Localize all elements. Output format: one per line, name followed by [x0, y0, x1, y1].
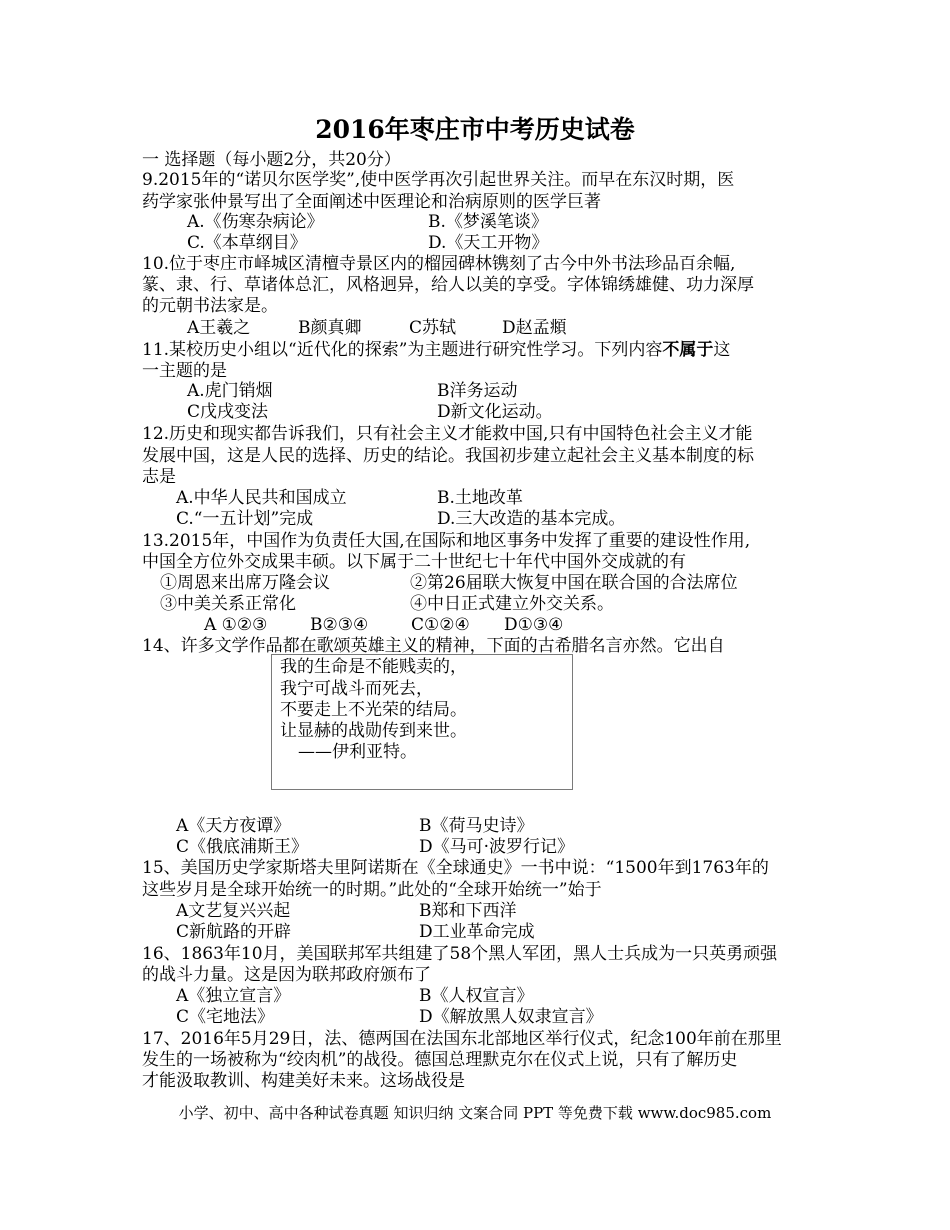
question-10-text: 10.位于枣庄市峄城区清檀寺景区内的榴园碑林镌刻了古今中外书法珍品百余幅, — [142, 254, 736, 274]
question-11-text-cont: 一主题的是 — [142, 361, 227, 381]
q9-option-a: A.《伤寒杂病论》 — [187, 212, 324, 232]
q13-statement-1: ①周恩来出席万隆会议 — [160, 573, 330, 593]
q13-option-c: C①②④ — [411, 615, 470, 635]
quote-line-3: 不要走上不光荣的结局。 — [280, 700, 467, 720]
q11-option-c: C戊戌变法 — [187, 402, 269, 422]
question-15-text-cont: 这些岁月是全球开始统一的时期。”此处的“全球开始统一”始于 — [142, 880, 602, 900]
question-10-text-cont: 篆、隶、行、草诸体总汇，风格迥异，给人以美的享受。字体锦绣雄健、功力深厚 — [142, 275, 754, 295]
question-13-text-cont: 中国全方位外交成果丰硕。以下属于二十世纪七十年代中国外交成就的有 — [142, 552, 686, 572]
q13-option-d: D①③④ — [504, 615, 564, 635]
q14-option-c: C《俄底浦斯王》 — [176, 837, 309, 857]
quote-line-2: 我宁可战斗而死去， — [280, 679, 433, 699]
q14-option-b: B《荷马史诗》 — [419, 816, 534, 836]
question-17-text-cont: 发生的一场被称为“绞肉机”的战役。德国总理默克尔在仪式上说，只有了解历史 — [142, 1050, 738, 1070]
q11-option-d: D新文化运动。 — [437, 402, 553, 422]
q11-option-a: A.虎门销烟 — [187, 381, 273, 401]
question-12-text-end: 志是 — [142, 467, 176, 487]
q15-option-d: D工业革命完成 — [419, 922, 535, 942]
question-16-text: 16、1863年10月，美国联邦军共组建了58个黑人军团，黑人士兵成为一只英勇顽强 — [142, 944, 778, 964]
question-14-text: 14、许多文学作品都在歌颂英雄主义的精神，下面的古希腊名言亦然。它出自 — [142, 636, 725, 656]
question-9-text-cont: 药学家张仲景写出了全面阐述中医理论和治病原则的医学巨著 — [142, 192, 601, 212]
quote-source: ——伊利亚特。 — [298, 742, 417, 762]
question-11-text — [142, 339, 730, 361]
q14-option-d: D《马可·波罗行记》 — [419, 837, 575, 857]
q16-option-b: B《人权宣言》 — [419, 986, 534, 1006]
q16-option-d: D《解放黑人奴隶宣言》 — [419, 1007, 603, 1027]
q9-option-c: C.《本草纲目》 — [187, 233, 307, 253]
q10-option-c: C苏轼 — [409, 318, 457, 338]
q14-option-a: A《天方夜谭》 — [176, 816, 291, 836]
question-13-text: 13.2015年，中国作为负责任大国,在国际和地区事务中发挥了重要的建设性作用, — [142, 531, 751, 551]
q12-option-a: A.中华人民共和国成立 — [176, 488, 347, 508]
footer-note: 小学、初中、高中各种试卷真题 知识归纳 文案合同 PPT 等免费下载 www.doc985.com — [178, 1104, 772, 1122]
q10-option-d: D赵孟頫 — [502, 318, 567, 338]
question-16-text-cont: 的战斗力量。这是因为联邦政府颁布了 — [142, 965, 431, 985]
q11-text-part1: 11.某校历史小组以“近代化的探索”为主题进行研究性学习。下列内容 — [142, 340, 663, 360]
q13-statement-2: ②第26届联大恢复中国在联合国的合法席位 — [410, 573, 738, 593]
q9-option-d: D.《天工开物》 — [428, 233, 549, 253]
q16-option-a: A《独立宣言》 — [176, 986, 291, 1006]
page-title: 2016年枣庄市中考历史试卷 — [315, 115, 635, 144]
q13-statement-3: ③中美关系正常化 — [160, 594, 296, 614]
q15-option-c: C新航路的开辟 — [176, 922, 292, 942]
q13-statement-4: ④中日正式建立外交关系。 — [410, 594, 614, 614]
q12-option-b: B.土地改革 — [437, 488, 523, 508]
question-9-text: 9.2015年的“诺贝尔医学奖”,使中医学再次引起世界关注。而早在东汉时期，医 — [142, 170, 735, 190]
question-12-text: 12.历史和现实都告诉我们，只有社会主义才能救中国,只有中国特色社会主义才能 — [142, 424, 753, 444]
q11-emphasis: 不属于 — [662, 340, 714, 360]
question-12-text-cont: 发展中国，这是人民的选择、历史的结论。我国初步建立起社会主义基本制度的标 — [142, 446, 754, 466]
quote-line-4: 让显赫的战勋传到来世。 — [280, 721, 467, 741]
q15-option-b: B郑和下西洋 — [419, 901, 517, 921]
q9-option-b: B.《梦溪笔谈》 — [428, 212, 548, 232]
q12-option-d: D.三大改造的基本完成。 — [437, 509, 626, 529]
question-10-text-end: 的元朝书法家是。 — [142, 296, 278, 316]
q10-option-a: A王羲之 — [187, 318, 251, 338]
q11-option-b: B洋务运动 — [437, 381, 518, 401]
q10-option-b: B颜真卿 — [298, 318, 362, 338]
question-15-text: 15、美国历史学家斯塔夫里阿诺斯在《全球通史》一书中说：“1500年到1763年的 — [142, 858, 769, 878]
quote-line-1: 我的生命是不能贱卖的， — [280, 657, 467, 677]
q11-text-part2: 这 — [713, 340, 731, 360]
question-17-text: 17、2016年5月29日，法、德两国在法国东北部地区举行仪式，纪念100年前在那里 — [142, 1029, 782, 1049]
q15-option-a: A文艺复兴兴起 — [176, 901, 291, 921]
q12-option-c: C.“一五计划”完成 — [176, 509, 314, 529]
q13-option-b: B②③④ — [310, 615, 369, 635]
question-17-text-end: 才能汲取教训、构建美好未来。这场战役是 — [142, 1071, 465, 1091]
q13-option-a: A ①②③ — [204, 615, 268, 635]
q16-option-c: C《宅地法》 — [176, 1007, 275, 1027]
section-heading: 一 选择题（每小题2分，共20分） — [142, 150, 401, 170]
